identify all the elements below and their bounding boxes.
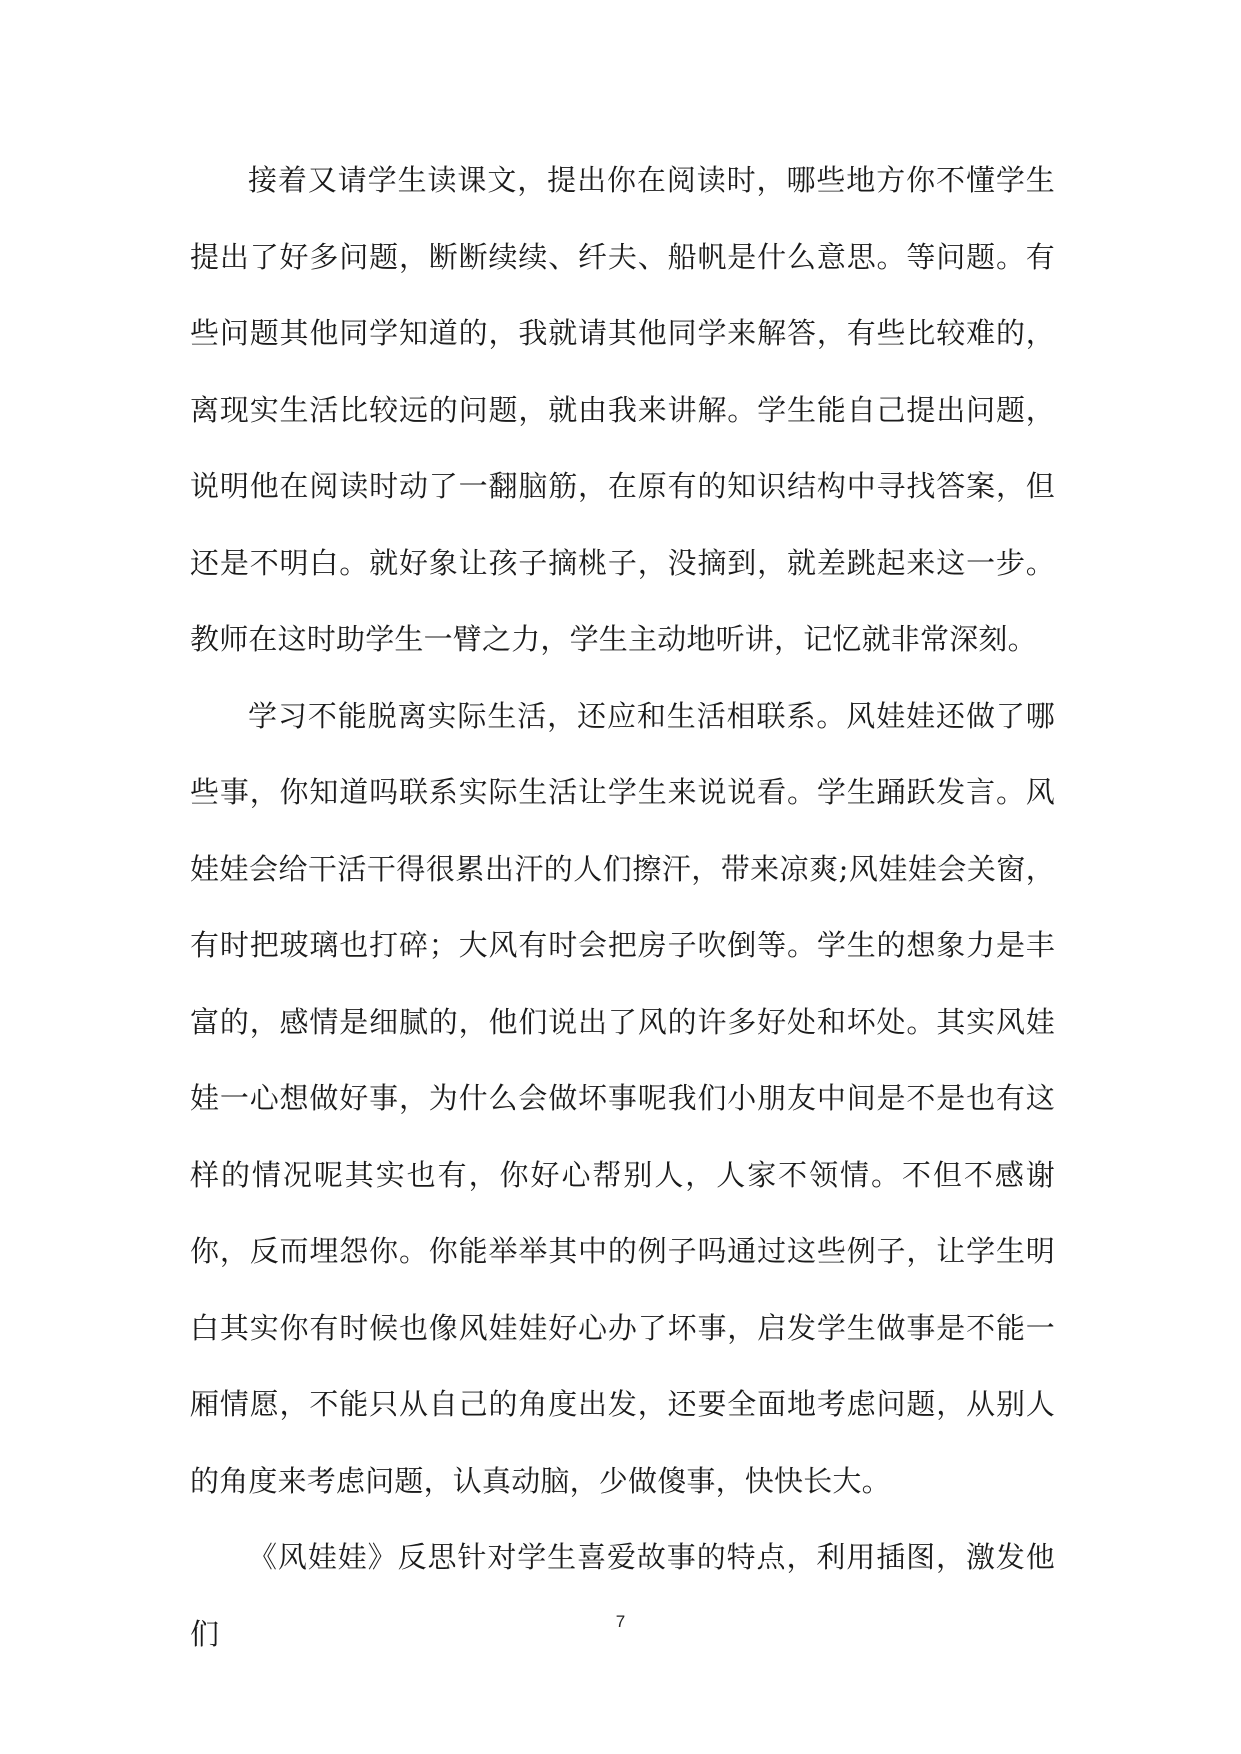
paragraph-real-life: 学习不能脱离实际生活，还应和生活相联系。风娃娃还做了哪些事，你知道吗联系实际生活让学生来说说看。学生踊跃发言。风娃娃会给干活干得很累出汗的人们擦汗，带来凉爽;风娃娃会关窗，有时把玻璃也打碎；大风有时会把房子吹倒等。学生的想象力是丰富的，感情是细腻的，他们说出了风的许多好处和坏处。其实风娃娃一心想做好事，为什么会做坏事呢我们小朋友中间是不是也有这样的情况呢其实也有，你好心帮别人，人家不领情。不但不感谢你，反而埋怨你。你能举举其中的例子吗通过这些例子，让学生明白其实你有时候也像风娃娃好心办了坏事，启发学生做事是不能一厢情愿，不能只从自己的角度出发，还要全面地考虑问题，从别人的角度来考虑问题，认真动脑，少做傻事，快快长大。: [190, 698, 1055, 1498]
body-text: [190, 142, 1055, 1672]
paragraph-question-reading: 接着又请学生读课文，提出你在阅读时，哪些地方你不懂学生提出了好多问题，断断续续、纤夫、船帆是什么意思。等问题。有些问题其他同学知道的，我就请其他同学来解答，有些比较难的，离现实生活比较远的问题，就由我来讲解。学生能自己提出问题，说明他在阅读时动了一翻脑筋，在原有的知识结构中寻找答案，但还是不明白。就好象让孩子摘桃子，没摘到，就差跳起来这一步。教师在这时助学生一臂之力，学生主动地听讲，记忆就非常深刻。: [190, 163, 1055, 656]
page-number: 7: [615, 1612, 626, 1631]
paragraph-reflection: 《风娃娃》反思针对学生喜爱故事的特点，利用插图，激发他们: [190, 1540, 1055, 1651]
